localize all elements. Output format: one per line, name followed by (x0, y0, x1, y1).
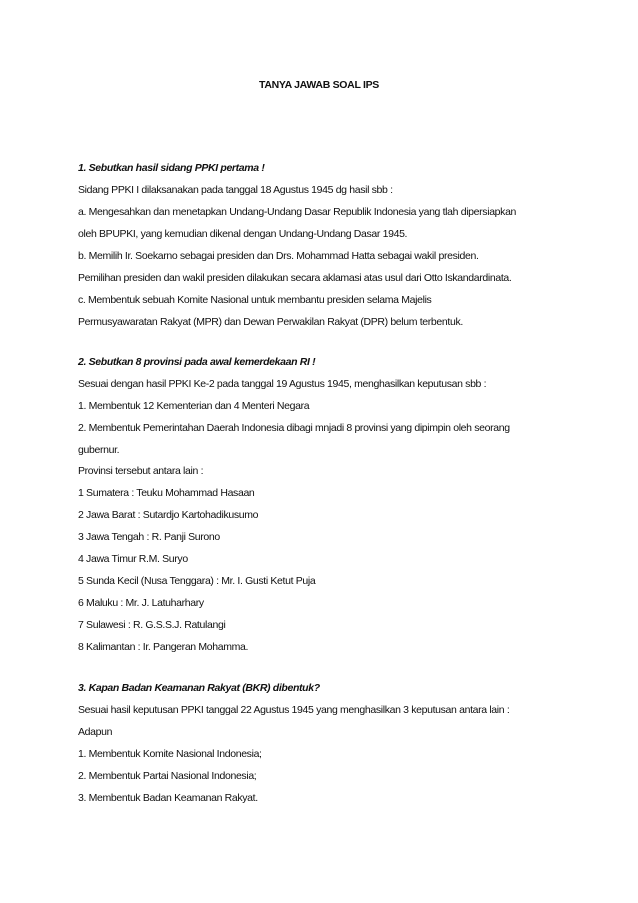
answer-2-line: Sesuai dengan hasil PPKI Ke-2 pada tanggal 19 Agustus 1945, menghasilkan keputusan sbb : (78, 378, 487, 390)
answer-2-line: gubernur. (78, 444, 120, 456)
answer-2-line: 1. Membentuk 12 Kementerian dan 4 Menteri Negara (78, 400, 310, 412)
answer-1-line: a. Mengesahkan dan menetapkan Undang-Undang Dasar Republik Indonesia yang tlah dipersiapkan (78, 206, 517, 218)
province-list-item: 6 Maluku : Mr. J. Latuharhary (78, 597, 204, 609)
answer-1-line: oleh BPUPKI, yang kemudian dikenal dengan Undang-Undang Dasar 1945. (78, 228, 408, 240)
document-title: TANYA JAWAB SOAL IPS (258, 79, 380, 91)
question-1-heading: 1. Sebutkan hasil sidang PPKI pertama ! (78, 162, 265, 174)
province-list-item: 3 Jawa Tengah : R. Panji Surono (78, 531, 220, 543)
answer-1-line: Sidang PPKI I dilaksanakan pada tanggal 18 Agustus 1945 dg hasil sbb : (78, 184, 393, 196)
province-list-item: 2 Jawa Barat : Sutardjo Kartohadikusumo (78, 509, 259, 521)
answer-1-line: Permusyawaratan Rakyat (MPR) dan Dewan Perwakilan Rakyat (DPR) belum terbentuk. (78, 316, 463, 328)
answer-1-line: b. Memilih Ir. Soekarno sebagai presiden dan Drs. Mohammad Hatta sebagai wakil presiden. (78, 250, 479, 262)
answer-2-line: Provinsi tersebut antara lain : (78, 465, 204, 477)
answer-3-line: Adapun (78, 726, 113, 738)
province-list-item: 7 Sulawesi : R. G.S.S.J. Ratulangi (78, 619, 226, 631)
answer-2-line: 2. Membentuk Pemerintahan Daerah Indonesia dibagi mnjadi 8 provinsi yang dipimpin oleh seorang (78, 422, 510, 434)
answer-3-line: 1. Membentuk Komite Nasional Indonesia; (78, 748, 262, 760)
answer-1-line: c. Membentuk sebuah Komite Nasional untuk membantu presiden selama Majelis (78, 294, 432, 306)
province-list-item: 5 Sunda Kecil (Nusa Tenggara) : Mr. I. Gusti Ketut Puja (78, 575, 316, 587)
answer-3-line: 2. Membentuk Partai Nasional Indonesia; (78, 770, 257, 782)
answer-3-line: Sesuai hasil keputusan PPKI tanggal 22 Agustus 1945 yang menghasilkan 3 keputusan antara lain : (78, 704, 510, 716)
province-list-item: 4 Jawa Timur R.M. Suryo (78, 553, 188, 565)
question-2-heading: 2. Sebutkan 8 provinsi pada awal kemerdekaan RI ! (78, 356, 316, 368)
answer-3-line: 3. Membentuk Badan Keamanan Rakyat. (78, 792, 258, 804)
province-list-item: 8 Kalimantan : Ir. Pangeran Mohamma. (78, 641, 249, 653)
question-3-heading: 3. Kapan Badan Keamanan Rakyat (BKR) dibentuk? (78, 682, 320, 694)
answer-1-line: Pemilihan presiden dan wakil presiden dilakukan secara aklamasi atas usul dari Otto Iskandardinata. (78, 272, 512, 284)
province-list-item: 1 Sumatera : Teuku Mohammad Hasaan (78, 487, 255, 499)
